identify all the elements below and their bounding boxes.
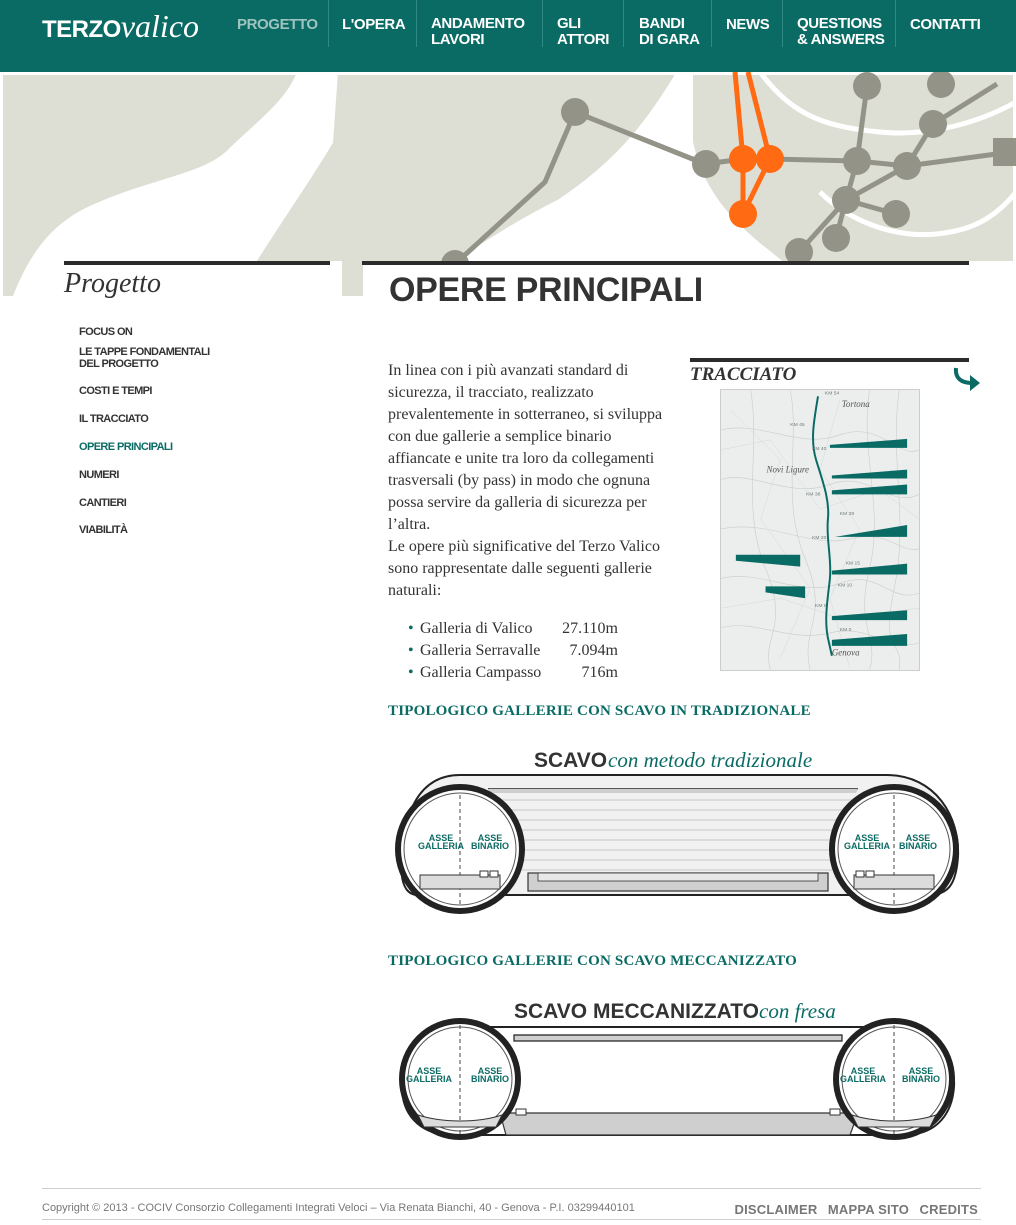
svg-text:GALLERIA: GALLERIA bbox=[840, 1074, 886, 1084]
svg-text:ASSE: ASSE bbox=[477, 833, 503, 843]
svg-text:SCAVO: SCAVO bbox=[534, 749, 608, 772]
svg-text:BINARIO: BINARIO bbox=[899, 841, 937, 851]
footer-links bbox=[729, 1201, 978, 1219]
sidebar-item-focus-on[interactable]: FOCUS ON bbox=[79, 326, 133, 338]
nav-separator bbox=[328, 0, 329, 47]
site-logo[interactable] bbox=[42, 8, 199, 45]
svg-text:ASSE: ASSE bbox=[477, 1066, 503, 1076]
tracciato-map[interactable] bbox=[720, 389, 920, 671]
footer-rule-bottom bbox=[42, 1219, 981, 1220]
logo-bold: TERZO bbox=[42, 16, 121, 43]
site-header bbox=[0, 0, 1016, 72]
svg-text:Tortona: Tortona bbox=[841, 399, 870, 410]
sidebar-item-opere-principali[interactable]: OPERE PRINCIPALI bbox=[79, 441, 173, 453]
nav-separator bbox=[416, 0, 417, 47]
intro-paragraph-2: Le opere più significative del Terzo Valico sono rappresentate dalle seguenti gallerie naturali: bbox=[388, 538, 660, 599]
svg-text:BINARIO: BINARIO bbox=[902, 1074, 940, 1084]
nav-separator bbox=[782, 0, 783, 47]
svg-text:KM 15: KM 15 bbox=[845, 561, 861, 567]
logo-italic: valico bbox=[120, 8, 200, 44]
sidebar-item-cantieri[interactable]: CANTIERI bbox=[79, 497, 127, 509]
bullet-icon: • bbox=[408, 664, 414, 681]
intro-text bbox=[388, 360, 668, 602]
svg-text:BINARIO: BINARIO bbox=[471, 1074, 509, 1084]
page-title: OPERE PRINCIPALI bbox=[389, 271, 703, 309]
sidebar-top-rule bbox=[64, 261, 330, 265]
sidebar-item-tappe-fondamentali[interactable]: LE TAPPE FONDAMENTALI DEL PROGETTO bbox=[79, 346, 210, 370]
svg-text:SCAVO MECCANIZZATO: SCAVO MECCANIZZATO bbox=[514, 1000, 759, 1023]
nav-item-opera[interactable]: L'OPERA bbox=[342, 16, 406, 33]
svg-text:KM 5: KM 5 bbox=[815, 604, 827, 610]
nav-separator bbox=[542, 0, 543, 47]
sidebar-item-costi-e-tempi[interactable]: COSTI E TEMPI bbox=[79, 385, 152, 397]
nav-separator bbox=[711, 0, 712, 47]
diagram-scavo-meccanizzato bbox=[388, 995, 973, 1145]
svg-text:con fresa: con fresa bbox=[759, 999, 836, 1023]
diagram-scavo-tradizionale bbox=[388, 745, 973, 915]
nav-item-bandi-di-gara[interactable]: BANDI DI GARA bbox=[639, 15, 700, 48]
nav-item-gli-attori[interactable]: GLI ATTORI bbox=[557, 15, 610, 48]
svg-text:KM 38: KM 38 bbox=[806, 492, 821, 498]
svg-text:Novi Ligure: Novi Ligure bbox=[766, 464, 810, 475]
section-title-meccanizzato: TIPOLOGICO GALLERIE CON SCAVO MECCANIZZATO bbox=[388, 953, 798, 969]
svg-text:ASSE: ASSE bbox=[905, 833, 931, 843]
nav-separator bbox=[623, 0, 624, 47]
svg-text:ASSE: ASSE bbox=[854, 833, 880, 843]
sidebar-item-viabilita[interactable]: VIABILITÀ bbox=[79, 524, 128, 536]
nav-item-questions-answers[interactable]: QUESTIONS & ANSWERS bbox=[797, 15, 885, 48]
intro-paragraph-1: In linea con i più avanzati standard di sicurezza, il tracciato, realizzato prevalentemente in sotterraneo, si sviluppa con due gallerie a semplice binario affiancate e unite tra loro da collegamenti trasversali (by pass) in modo che ognuna possa servire da galleria di sicurezza per l’altra. bbox=[388, 362, 663, 533]
svg-text:KM 45: KM 45 bbox=[790, 423, 805, 429]
svg-text:KM 54: KM 54 bbox=[824, 391, 840, 397]
svg-text:GALLERIA: GALLERIA bbox=[406, 1074, 452, 1084]
main-top-rule bbox=[362, 261, 969, 265]
svg-text:GALLERIA: GALLERIA bbox=[418, 841, 464, 851]
svg-text:ASSE: ASSE bbox=[850, 1066, 876, 1076]
svg-text:KM 0: KM 0 bbox=[839, 627, 852, 633]
footer-link-credits[interactable]: CREDITS bbox=[919, 1202, 978, 1217]
bullet-icon: • bbox=[408, 642, 414, 659]
nav-separator bbox=[895, 0, 896, 47]
svg-text:KM 10: KM 10 bbox=[837, 583, 853, 589]
nav-item-progetto[interactable]: PROGETTO bbox=[237, 16, 318, 33]
footer-link-disclaimer[interactable]: DISCLAIMER bbox=[734, 1202, 818, 1217]
sidebar-title: Progetto bbox=[64, 268, 161, 299]
copyright-text: Copyright © 2013 - COCIV Consorzio Collegamenti Integrati Veloci – Via Renata Bianchi, 40 - Genova - P.I. 03299440101 bbox=[42, 1202, 635, 1214]
svg-text:Genova: Genova bbox=[831, 647, 860, 658]
sidebar-item-il-tracciato[interactable]: IL TRACCIATO bbox=[79, 413, 149, 425]
nav-item-andamento-lavori[interactable]: ANDAMENTO LAVORI bbox=[431, 15, 525, 48]
svg-text:con metodo tradizionale: con metodo tradizionale bbox=[608, 748, 813, 772]
curved-arrow-icon[interactable] bbox=[952, 366, 982, 392]
svg-text:KM 20: KM 20 bbox=[812, 535, 827, 541]
sidebar-item-numeri[interactable]: NUMERI bbox=[79, 469, 119, 481]
svg-text:ASSE: ASSE bbox=[428, 833, 454, 843]
nav-item-news[interactable]: NEWS bbox=[726, 16, 770, 33]
svg-text:ASSE: ASSE bbox=[908, 1066, 934, 1076]
svg-text:GALLERIA: GALLERIA bbox=[844, 841, 890, 851]
svg-text:BINARIO: BINARIO bbox=[471, 841, 509, 851]
bullet-icon: • bbox=[408, 620, 414, 637]
section-title-tradizionale: TIPOLOGICO GALLERIE CON SCAVO IN TRADIZIONALE bbox=[388, 703, 811, 719]
svg-text:KM 29: KM 29 bbox=[839, 512, 855, 518]
footer-rule-top bbox=[42, 1188, 981, 1189]
svg-text:KM 40: KM 40 bbox=[812, 446, 827, 452]
sidebar-menu bbox=[79, 326, 279, 536]
footer-link-mappa-sito[interactable]: MAPPA SITO bbox=[827, 1202, 910, 1217]
svg-text:ASSE: ASSE bbox=[416, 1066, 442, 1076]
tracciato-title: TRACCIATO bbox=[690, 364, 797, 385]
nav-item-contatti[interactable]: CONTATTI bbox=[910, 16, 981, 33]
tracciato-top-rule bbox=[690, 358, 969, 362]
